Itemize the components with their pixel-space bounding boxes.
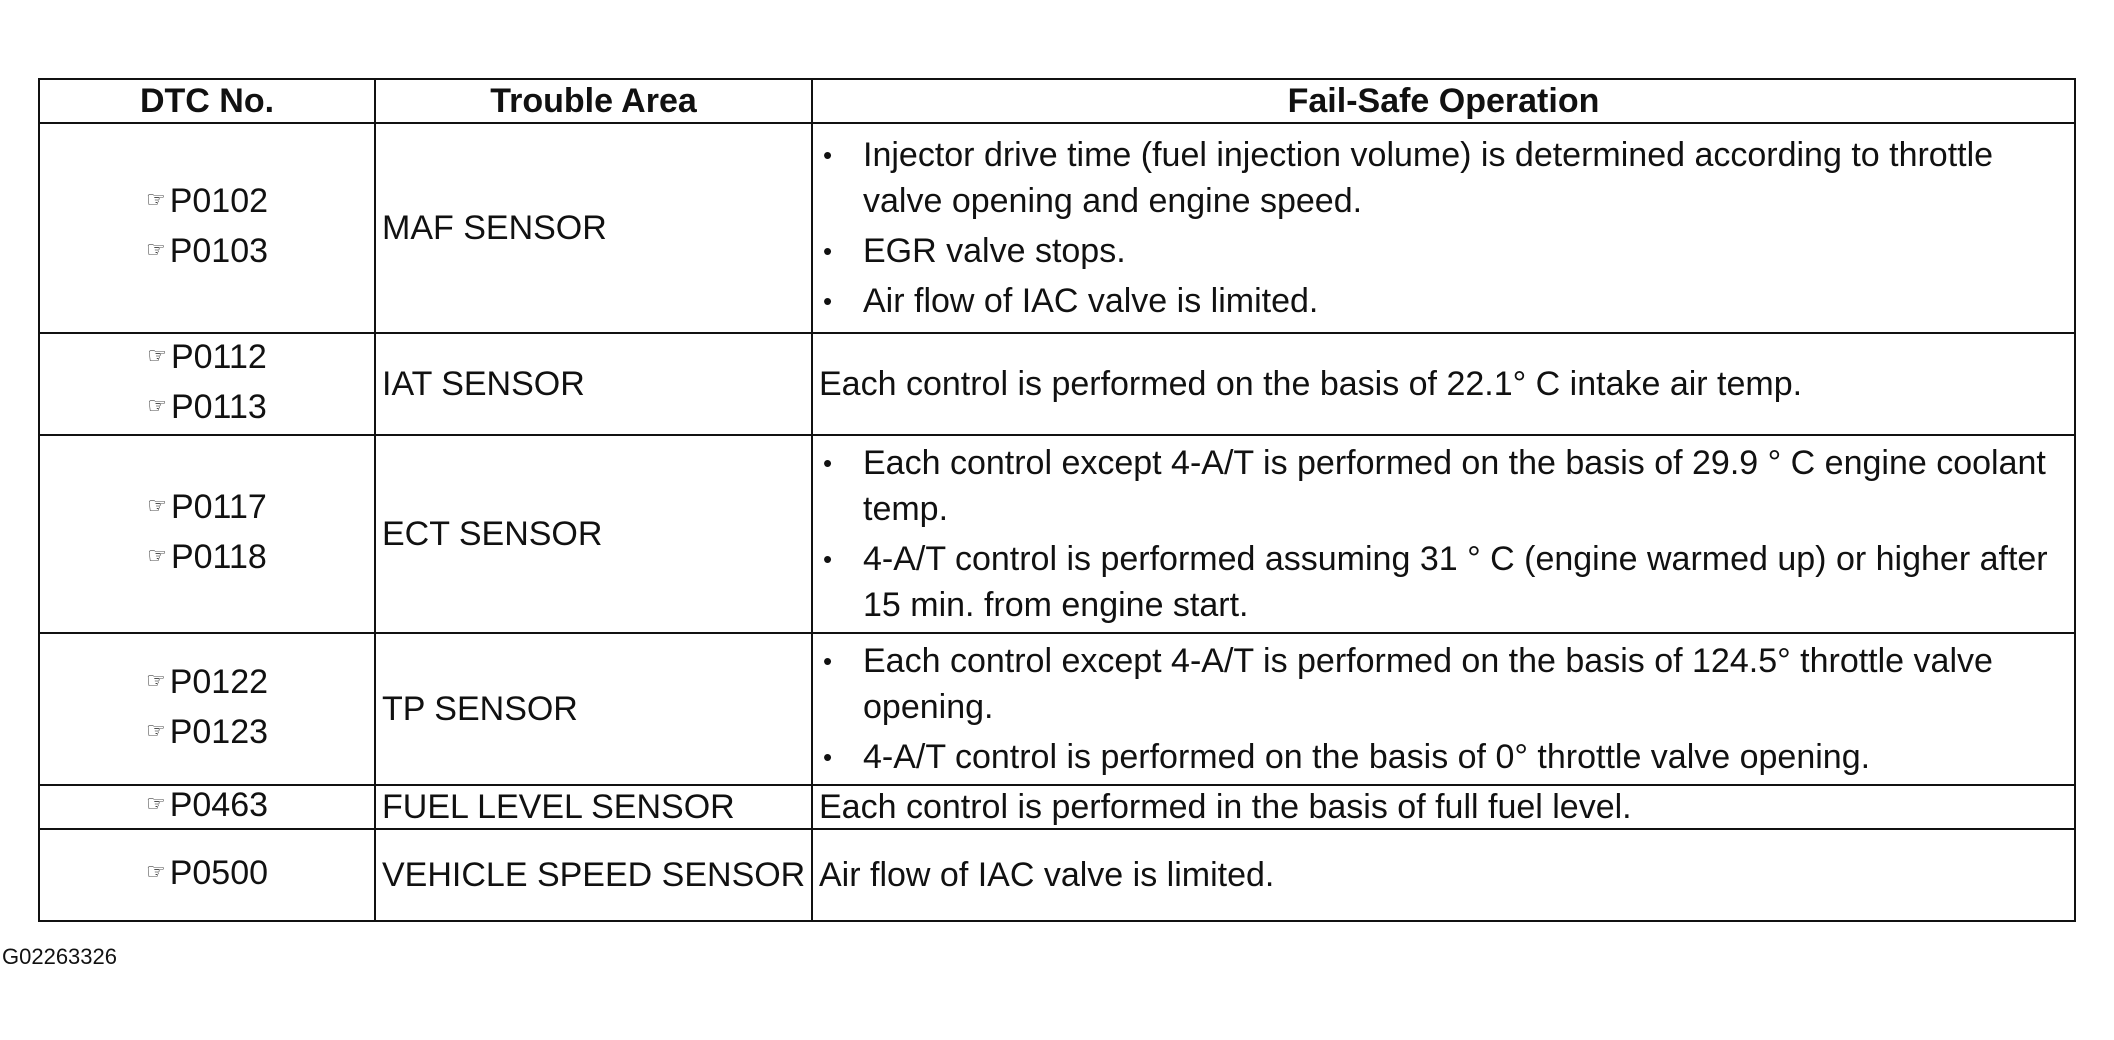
fail-safe-table [38, 78, 2076, 922]
pointing-hand-icon: ☞ [145, 859, 166, 884]
operation-text: Air flow of IAC valve is limited. [819, 856, 1275, 894]
dtc-cell [39, 633, 375, 785]
pointing-hand-icon: ☞ [145, 791, 166, 816]
dtc-code[interactable]: ☞ P0113 [147, 388, 267, 426]
trouble-area-cell: TP SENSOR [375, 633, 812, 785]
pointing-hand-icon: ☞ [147, 493, 167, 518]
fail-safe-cell [812, 333, 2075, 435]
bullet-icon: • [823, 448, 833, 478]
operation-item: • Each control except 4-A/T is performed on the basis of 124.5° throttle valve opening. [819, 638, 2068, 730]
trouble-area-cell: IAT SENSOR [375, 333, 812, 435]
bullet-icon: • [823, 140, 833, 170]
dtc-cell [39, 785, 375, 829]
dtc-code[interactable]: ☞ P0500 [145, 854, 269, 892]
dtc-code[interactable]: ☞ P0117 [147, 488, 267, 526]
fail-safe-cell [812, 829, 2075, 921]
dtc-code[interactable]: ☞ P0112 [147, 338, 267, 376]
pointing-hand-icon: ☞ [145, 668, 166, 693]
table-row [39, 123, 2075, 333]
operation-item: • Each control except 4-A/T is performed on the basis of 29.9 ° C engine coolant temp. [819, 440, 2068, 532]
bullet-icon: • [823, 742, 833, 772]
trouble-area-cell: MAF SENSOR [375, 123, 812, 333]
figure-code: G02263326 [2, 944, 117, 969]
fail-safe-cell [812, 785, 2075, 829]
header-dtc-no: DTC No. [39, 79, 375, 123]
operation-text: Each control is performed in the basis of full fuel level. [819, 788, 1632, 826]
pointing-hand-icon: ☞ [147, 543, 167, 568]
fail-safe-cell [812, 633, 2075, 785]
table-row [39, 633, 2075, 785]
operation-item: • 4-A/T control is performed assuming 31 ° C (engine warmed up) or higher after 15 min. from engine start. [819, 536, 2068, 628]
table-row [39, 829, 2075, 921]
dtc-cell [39, 123, 375, 333]
dtc-code[interactable]: ☞ P0103 [145, 232, 269, 270]
dtc-cell [39, 333, 375, 435]
pointing-hand-icon: ☞ [145, 237, 166, 262]
operation-text: Each control is performed on the basis of 22.1° C intake air temp. [819, 365, 1803, 403]
dtc-code[interactable]: ☞ P0463 [145, 786, 269, 824]
pointing-hand-icon: ☞ [147, 393, 167, 418]
fail-safe-cell [812, 435, 2075, 633]
table-row [39, 435, 2075, 633]
trouble-area-cell: VEHICLE SPEED SENSOR [375, 829, 812, 921]
table-row [39, 785, 2075, 829]
pointing-hand-icon: ☞ [145, 187, 166, 212]
dtc-code[interactable]: ☞ P0123 [145, 713, 269, 751]
trouble-area-cell: FUEL LEVEL SENSOR [375, 785, 812, 829]
trouble-area-cell: ECT SENSOR [375, 435, 812, 633]
dtc-code[interactable]: ☞ P0102 [145, 182, 269, 220]
operation-item: • EGR valve stops. [819, 228, 2068, 274]
operation-item: • Air flow of IAC valve is limited. [819, 278, 2068, 324]
bullet-icon: • [823, 544, 833, 574]
operation-item: • Injector drive time (fuel injection volume) is determined according to throttle valve opening and engine speed. [819, 132, 2068, 224]
table-row [39, 333, 2075, 435]
pointing-hand-icon: ☞ [145, 718, 166, 743]
dtc-code[interactable]: ☞ P0122 [145, 663, 269, 701]
header-fail-safe-operation: Fail-Safe Operation [812, 79, 2075, 123]
bullet-icon: • [823, 236, 833, 266]
dtc-cell [39, 435, 375, 633]
pointing-hand-icon: ☞ [147, 343, 167, 368]
bullet-icon: • [823, 646, 833, 676]
operation-item: • 4-A/T control is performed on the basis of 0° throttle valve opening. [819, 734, 2068, 780]
table-header-row [39, 79, 2075, 123]
dtc-cell [39, 829, 375, 921]
dtc-code[interactable]: ☞ P0118 [147, 538, 267, 576]
fail-safe-cell [812, 123, 2075, 333]
header-trouble-area: Trouble Area [375, 79, 812, 123]
bullet-icon: • [823, 286, 833, 316]
